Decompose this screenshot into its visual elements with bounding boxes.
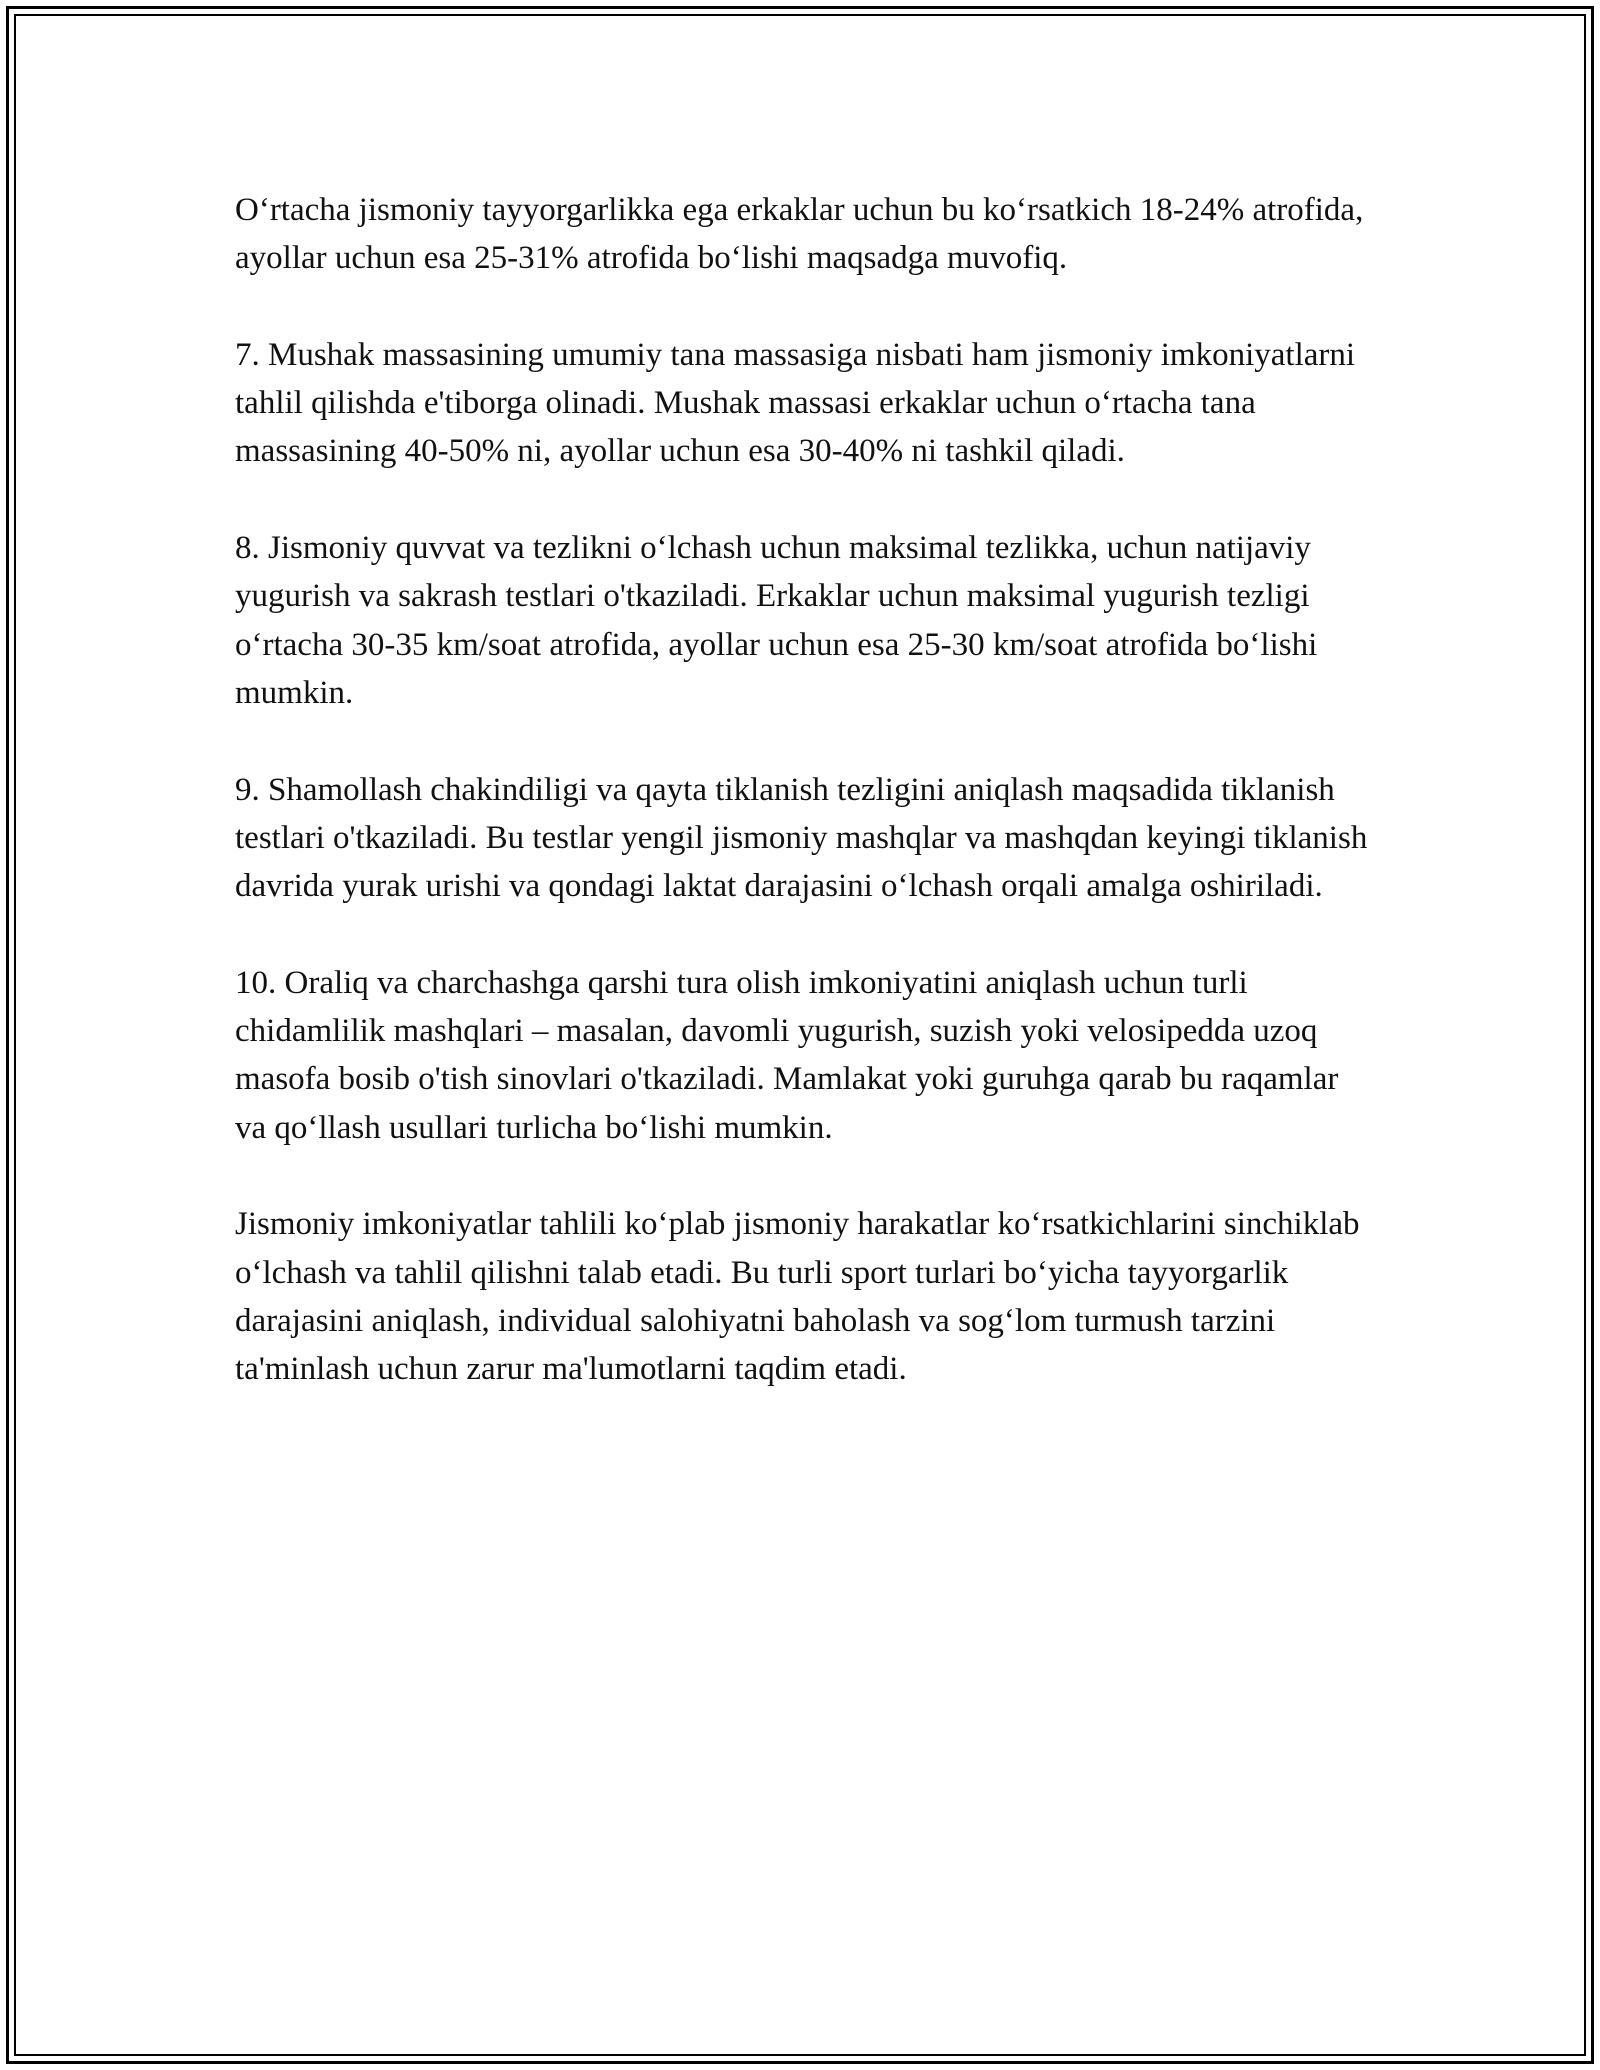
paragraph-item-8-speed: 8. Jismoniy quvvat va tezlikni o‘lchash uchun maksimal tezlikka, uchun natijaviy yugurish va sakrash testlari o'tkaziladi. Erkaklar uchun maksimal yugurish tezligi o‘rtacha 30-35 km/soat atrofida, ayollar uchun esa 25-30 km/soat atrofida bo‘lishi mumkin.: [235, 530, 1318, 711]
paragraph-body-fat-intro: O‘rtacha jismoniy tayyorgarlikka ega erkaklar uchun bu ko‘rsatkich 18-24% atrofida, ayollar uchun esa 25-31% atrofida bo‘lishi maqsadga muvofiq.: [235, 192, 1364, 277]
paragraph-item-10-endurance: 10. Oraliq va charchashga qarshi tura olish imkoniyatini aniqlash uchun turli chidamlilik mashqlari – masalan, davomli yugurish, suzish yoki velosipedda uzoq masofa bosib o'tish sinovlari o'tkaziladi. Mamlakat yoki guruhga qarab bu raqamlar va qo‘llash usullari turlicha bo‘lishi mumkin.: [235, 964, 1339, 1146]
document-body: [235, 186, 1375, 1393]
paragraph-item-7-muscle-mass: 7. Mushak massasining umumiy tana massasiga nisbati ham jismoniy imkoniyatlarni tahlil qilishda e'tiborga olinadi. Mushak massasi erkaklar uchun o‘rtacha tana massasining 40-50% ni, ayollar uchun esa 30-40% ni tashkil qiladi.: [235, 336, 1356, 470]
paragraph-item-9-recovery: 9. Shamollash chakindiligi va qayta tiklanish tezligini aniqlash maqsadida tiklanish testlari o'tkaziladi. Bu testlar yengil jismoniy mashqlar va mashqdan keyingi tiklanish davrida yurak urishi va qondagi laktat darajasini o‘lchash orqali amalga oshiriladi.: [235, 771, 1368, 905]
paragraph-conclusion: Jismoniy imkoniyatlar tahlili ko‘plab jismoniy harakatlar ko‘rsatkichlarini sinchiklab o‘lchash va tahlil qilishni talab etadi. Bu turli sport turlari bo‘yicha tayyorgarlik darajasini aniqlash, individual salohiyatni baholash va sog‘lom turmush tarzini ta'minlash uchun zarur ma'lumotlarni taqdim etadi.: [235, 1206, 1360, 1388]
